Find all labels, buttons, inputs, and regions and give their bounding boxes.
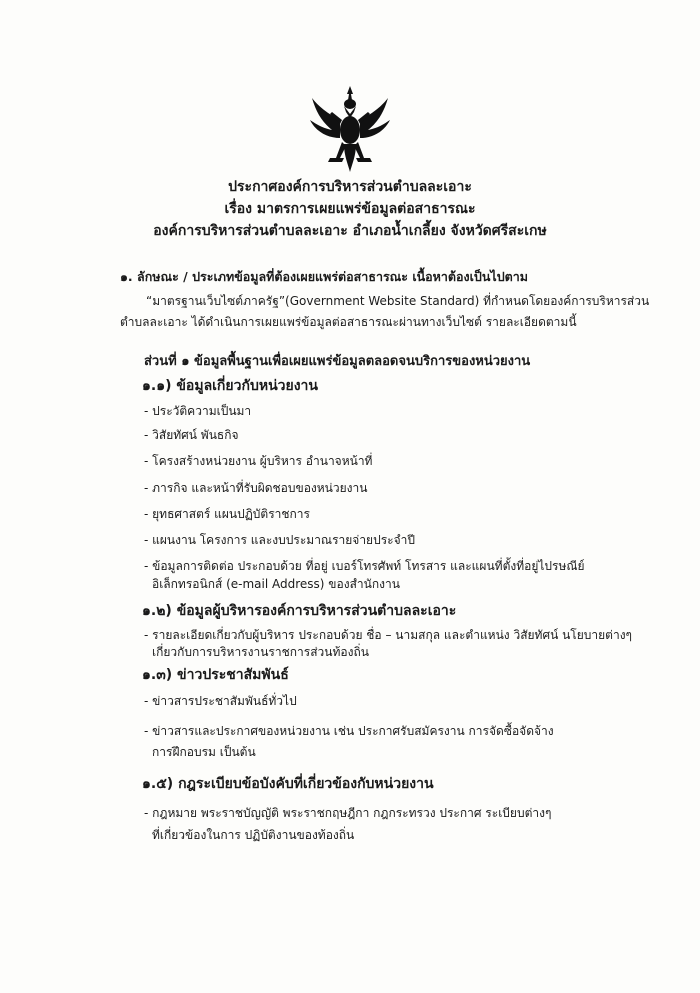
- announcement-header: [0, 176, 700, 242]
- subsection-1-5-heading: ๑.๕) กฎระเบียบข้อบังคับที่เกี่ยวข้องกับหน่วยงาน: [142, 776, 434, 792]
- section-1-paragraph-line-2: ตำบลละเอาะ ได้ดำเนินการเผยแพร่ข้อมูลต่อสาธารณะผ่านทางเว็บไซต์ รายละเอียดตามนี้: [120, 315, 577, 329]
- section-1-heading: ๑. ลักษณะ / ประเภทข้อมูลที่ต้องเผยแพร่ต่อสาธารณะ เนื้อหาต้องเป็นไปตาม: [120, 269, 529, 284]
- list-item: - รายละเอียดเกี่ยวกับผู้บริหาร ประกอบด้วย ชื่อ – นามสกุล และตำแหน่ง วิสัยทัศน์ นโยบายต่างๆ: [144, 628, 633, 642]
- list-item: - ภารกิจ และหน้าที่รับผิดชอบของหน่วยงาน: [144, 481, 368, 495]
- part-1-heading: ส่วนที่ ๑ ข้อมูลพื้นฐานเพื่อเผยแพร่ข้อมูลตลอดจนบริการของหน่วยงาน: [144, 354, 531, 369]
- list-item: - ข่าวสารและประกาศของหน่วยงาน เช่น ประกาศรับสมัครงาน การจัดซื้อจัดจ้าง: [144, 724, 554, 738]
- list-item-continuation: การฝึกอบรม เป็นต้น: [152, 745, 256, 759]
- list-item-continuation: อิเล็กทรอนิกส์ (e-mail Address) ของสำนักงาน: [152, 577, 400, 591]
- header-line-2: เรื่อง มาตรการเผยแพร่ข้อมูลต่อสาธารณะ: [224, 201, 476, 217]
- list-item: - แผนงาน โครงการ และงบประมาณรายจ่ายประจำปี: [144, 533, 415, 547]
- list-item-continuation: เกี่ยวกับการบริหารงานราชการส่วนท้องถิ่น: [152, 645, 369, 659]
- list-item: - ประวัติความเป็นมา: [144, 404, 252, 418]
- list-item-continuation: ที่เกี่ยวข้องในการ ปฏิบัติงานของท้องถิ่น: [152, 828, 355, 842]
- list-item: - กฎหมาย พระราชบัญญัติ พระราชกฤษฎีกา กฎกระทรวง ประกาศ ระเบียบต่างๆ: [144, 806, 552, 820]
- subsection-1-1-heading: ๑.๑) ข้อมูลเกี่ยวกับหน่วยงาน: [142, 378, 318, 394]
- list-item: - ยุทธศาสตร์ แผนปฏิบัติราชการ: [144, 507, 310, 521]
- subsection-1-3-heading: ๑.๓) ข่าวประชาสัมพันธ์: [142, 667, 289, 683]
- garuda-emblem-icon: [308, 84, 392, 174]
- header-line-1: ประกาศองค์การบริหารส่วนตำบลละเอาะ: [228, 179, 472, 195]
- list-item: - วิสัยทัศน์ พันธกิจ: [144, 428, 239, 442]
- section-1-paragraph-line-1: “มาตรฐานเว็บไซต์ภาครัฐ”(Government Website Standard) ที่กำหนดโดยองค์การบริหารส่วน: [146, 294, 650, 308]
- header-line-3: องค์การบริหารส่วนตำบลละเอาะ อำเภอน้ำเกลี้ยง จังหวัดศรีสะเกษ: [153, 223, 547, 239]
- list-item: - ข่าวสารประชาสัมพันธ์ทั่วไป: [144, 694, 297, 708]
- list-item: - ข้อมูลการติดต่อ ประกอบด้วย ที่อยู่ เบอร์โทรศัพท์ โทรสาร และแผนที่ตั้งที่อยู่ไปรษณีย์: [144, 559, 585, 573]
- list-item: - โครงสร้างหน่วยงาน ผู้บริหาร อำนาจหน้าที่: [144, 454, 373, 468]
- subsection-1-2-heading: ๑.๒) ข้อมูลผู้บริหารองค์การบริหารส่วนตำบลละเอาะ: [142, 603, 457, 619]
